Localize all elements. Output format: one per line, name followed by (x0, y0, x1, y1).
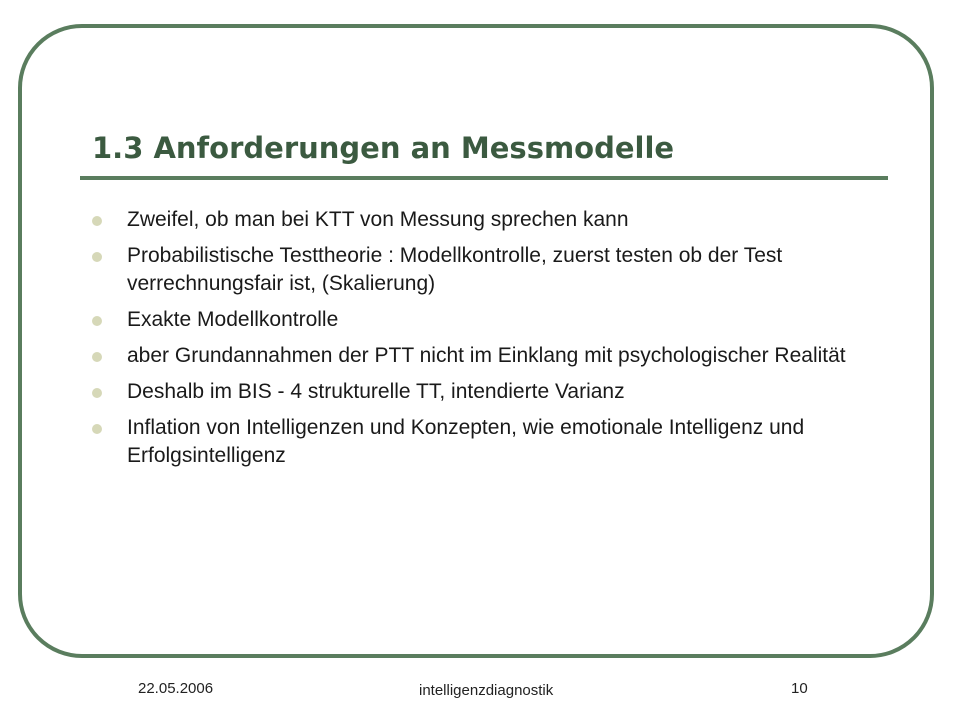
bullet-text: Exakte Modellkontrolle (127, 308, 339, 331)
bullet-item-5 (92, 378, 882, 406)
bullet-text: Inflation von Intelligenzen und Konzepten, wie emotionale Intelligenz und Erfolgsintelligenz (127, 416, 805, 467)
bullet-item-4 (92, 342, 882, 370)
bullet-text: Probabilistische Testtheorie : Modellkontrolle, zuerst testen ob der Test verrechnungsfair ist, (Skalierung) (127, 244, 783, 295)
bullet-text: Deshalb im BIS - 4 strukturelle TT, intendierte Varianz (127, 380, 625, 403)
bullet-item-1 (92, 206, 882, 234)
bullet-item-3 (92, 306, 882, 334)
bullet-dot-icon (92, 216, 102, 226)
footer-title: intelligenzdiagnostik (419, 682, 554, 699)
bullet-item-2 (92, 242, 882, 298)
title-underline (80, 176, 888, 180)
bullet-dot-icon (92, 424, 102, 434)
bullet-dot-icon (92, 352, 102, 362)
bullet-item-6 (92, 414, 882, 470)
footer-date: 22.05.2006 (138, 680, 214, 697)
bullet-dot-icon (92, 316, 102, 326)
bullet-dot-icon (92, 252, 102, 262)
page-number: 10 (791, 680, 808, 697)
bullet-list (92, 206, 882, 478)
slide-title: 1.3 Anforderungen an Messmodelle (92, 131, 675, 165)
bullet-dot-icon (92, 388, 102, 398)
bullet-text: aber Grundannahmen der PTT nicht im Einklang mit psychologischer Realität (127, 344, 846, 367)
bullet-text: Zweifel, ob man bei KTT von Messung sprechen kann (127, 208, 629, 231)
